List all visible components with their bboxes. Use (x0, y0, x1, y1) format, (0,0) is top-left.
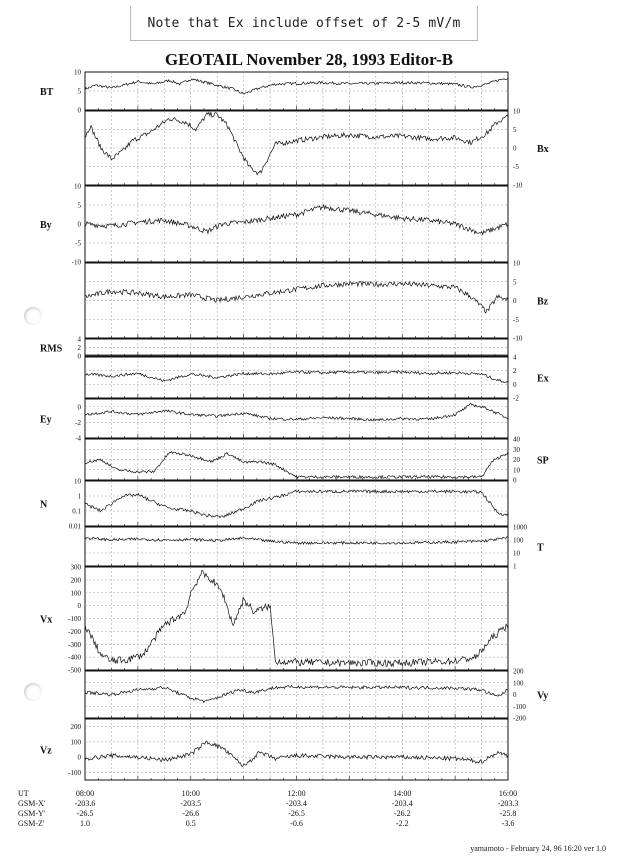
orbit-value: -203.4 (286, 799, 307, 808)
vx-tick-label: 300 (70, 563, 81, 572)
bz-tick-label: 10 (513, 259, 520, 268)
x-axis-time-label: 12:00 (287, 789, 306, 798)
n-tick-label: 1 (77, 492, 81, 501)
vx-tick-label: -100 (68, 615, 81, 623)
vx-tick-label: 100 (70, 589, 81, 598)
orbit-value: -203.3 (497, 799, 519, 808)
footer-credit: yamamoto - February 24, 96 16:20 ver 1.0 (470, 844, 606, 853)
rms-tick-label: 4 (77, 335, 81, 344)
n-tick-label: 0.01 (68, 522, 81, 531)
by-tick-label: 5 (77, 201, 81, 210)
by-label: By (40, 220, 52, 231)
bt-tick-label: 10 (74, 68, 81, 77)
orbit-value: -25.8 (499, 809, 517, 818)
orbit-value: -0.6 (290, 819, 303, 828)
orbit-row-label: UT (18, 789, 29, 798)
chart-title: GEOTAIL November 28, 1993 Editor-B (164, 50, 454, 69)
bx-label: Bx (537, 144, 549, 155)
vy-panel-frame (85, 671, 508, 718)
orbit-value: -26.5 (76, 809, 94, 818)
bz-tick-label: 5 (513, 278, 517, 287)
bt-tick-label: 5 (77, 87, 81, 96)
vy-tick-label: 100 (513, 679, 524, 688)
vy-tick-label: 0 (513, 691, 517, 699)
bx-tick-label: 0 (513, 144, 517, 153)
bz-tick-label: -5 (513, 315, 519, 324)
orbit-row-label: GSM-Y' (18, 809, 46, 818)
x-axis-time-label: 16:00 (498, 789, 518, 798)
orbit-value: -203.4 (391, 799, 413, 808)
sp-label: SP (537, 455, 549, 467)
vx-tick-label: -400 (68, 653, 81, 662)
bx-tick-label: -5 (513, 163, 519, 171)
ey-tick-label: 0 (77, 403, 81, 412)
vz-tick-label: 200 (70, 723, 81, 732)
vx-tick-label: -300 (68, 640, 81, 649)
n-panel-frame (85, 481, 508, 526)
orbit-value: -26.5 (288, 809, 305, 818)
sp-tick-label: 30 (513, 445, 520, 454)
sp-tick-label: 20 (513, 456, 520, 464)
vx-tick-label: -500 (68, 666, 81, 675)
vy-label: Vy (537, 690, 549, 702)
orbit-value: -203.6 (74, 799, 96, 808)
by-tick-label: -10 (71, 258, 81, 267)
rms-tick-label: 2 (77, 344, 81, 352)
n-tick-label: 0.1 (72, 507, 81, 516)
orbit-value: -3.6 (501, 819, 515, 828)
bz-label: Bz (537, 296, 549, 308)
ex-tick-label: 4 (513, 353, 517, 362)
vx-tick-label: -200 (68, 627, 81, 636)
x-axis-time-label: 10:00 (181, 789, 200, 798)
bx-tick-label: 5 (513, 126, 517, 134)
orbit-value: 1.0 (80, 819, 90, 828)
ex-tick-label: 0 (513, 380, 517, 389)
orbit-value: -203.5 (180, 799, 202, 808)
x-axis-time-label: 08:00 (75, 789, 95, 798)
ey-tick-label: -2 (75, 418, 81, 427)
ey-label: Ey (40, 414, 52, 426)
bt-tick-label: 0 (77, 106, 81, 115)
orbit-value: -2.2 (395, 819, 409, 828)
n-tick-label: 10 (74, 477, 81, 486)
vx-tick-label: 200 (70, 576, 81, 585)
bz-tick-label: 0 (513, 297, 517, 305)
bx-tick-label: -10 (513, 181, 523, 190)
vz-label: Vz (40, 745, 52, 757)
sp-tick-label: 0 (513, 476, 517, 485)
sp-tick-label: 40 (513, 435, 520, 444)
ex-tick-label: 2 (513, 367, 517, 376)
vx-tick-label: 0 (77, 602, 81, 611)
vz-tick-label: 0 (77, 753, 81, 762)
ey-tick-label: -4 (75, 434, 81, 443)
by-tick-label: 0 (77, 220, 81, 229)
bx-tick-label: 10 (513, 107, 520, 116)
ex-tick-label: -2 (513, 394, 519, 403)
note-text: Note that Ex include offset of 2-5 mV/m (147, 15, 461, 31)
t-tick-label: 10 (513, 549, 520, 558)
sp-tick-label: 10 (513, 466, 520, 475)
t-label: T (537, 542, 544, 554)
orbit-value: -26.2 (393, 809, 411, 818)
by-tick-label: 10 (74, 182, 81, 191)
vy-tick-label: -200 (513, 714, 526, 723)
n-label: N (40, 499, 48, 511)
vz-tick-label: -100 (68, 768, 81, 777)
bz-tick-label: -10 (513, 334, 523, 343)
orbit-value: 0.5 (185, 819, 196, 828)
vx-panel-frame (85, 567, 508, 670)
vx-label: Vx (40, 614, 53, 626)
orbit-row-label: GSM-Z' (18, 819, 45, 828)
t-tick-label: 1000 (513, 523, 527, 532)
rms-tick-label: 0 (77, 352, 81, 361)
bt-label: BT (40, 87, 54, 98)
vy-tick-label: 200 (513, 667, 524, 676)
ex-series-line (85, 371, 508, 383)
t-tick-label: 100 (513, 536, 524, 545)
orbit-value: -26.6 (182, 809, 200, 818)
vy-tick-label: -100 (513, 702, 526, 711)
orbit-row-label: GSM-X' (18, 799, 46, 808)
ex-label: Ex (537, 373, 549, 385)
vz-tick-label: 100 (70, 738, 81, 747)
by-tick-label: -5 (75, 239, 81, 248)
t-tick-label: 1 (513, 562, 517, 571)
rms-label: RMS (40, 343, 63, 355)
x-axis-time-label: 14:00 (393, 789, 412, 798)
